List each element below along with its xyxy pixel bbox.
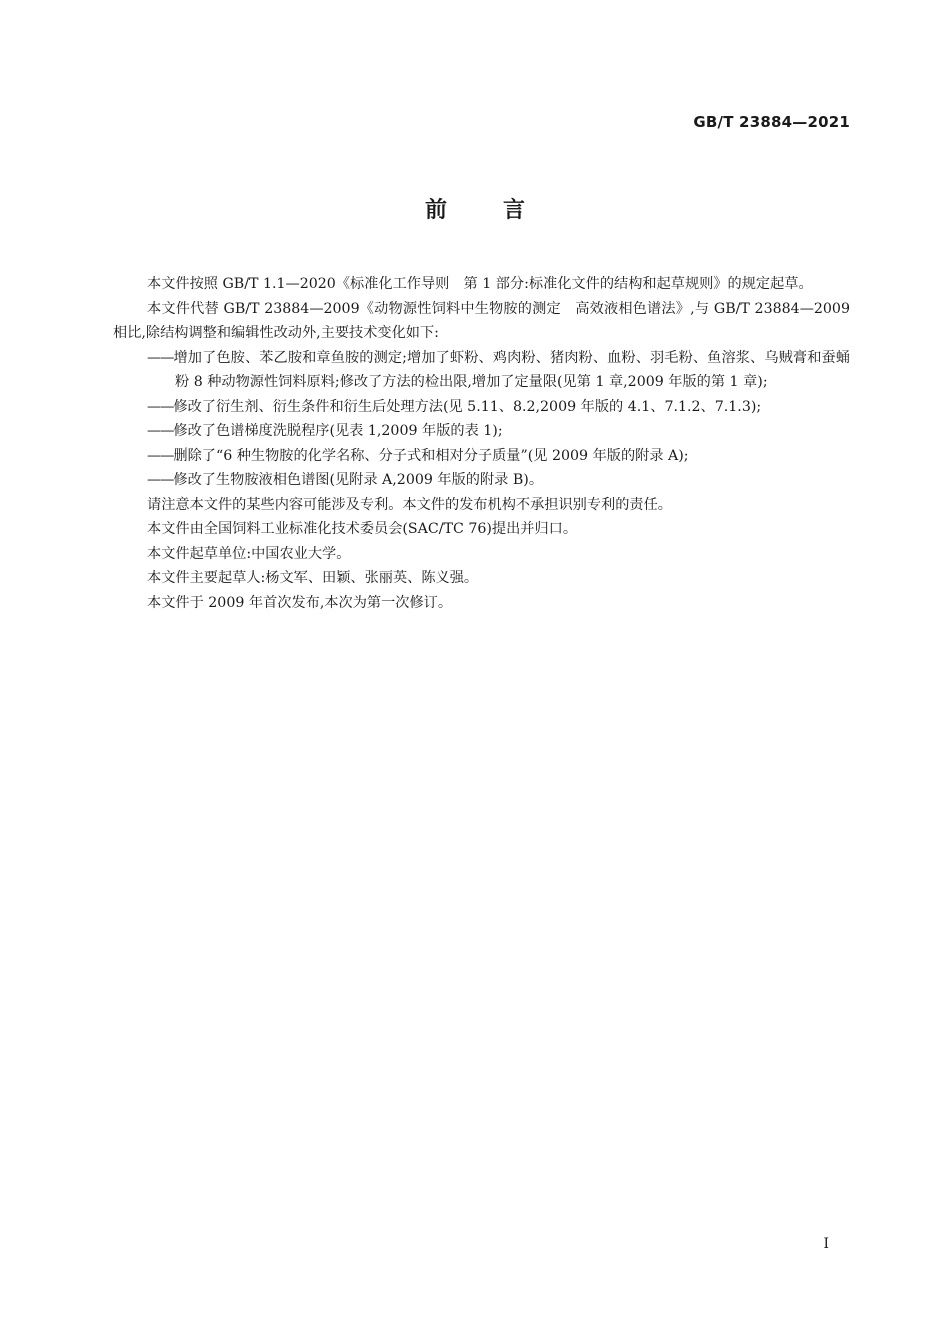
dash-marker: —— (147, 423, 174, 439)
paragraph-history: 本文件于 2009 年首次发布,本次为第一次修订。 (147, 594, 453, 611)
paragraph-drafting-unit: 本文件起草单位:中国农业大学。 (147, 545, 351, 562)
list-item-text: 增加了色胺、苯乙胺和章鱼胺的测定;增加了虾粉、鸡肉粉、猪肉粉、血粉、羽毛粉、鱼溶浆、乌贼膏和蚕蛹粉 8 种动物源性饲料原料;修改了方法的检出限,增加了定量限(见第 1 章,2009 年版的第 1 章); (173, 349, 850, 390)
list-item-text: 修改了衍生剂、衍生条件和衍生后处理方法(见 5.11、8.2,2009 年版的 4.1、7.1.2、7.1.3); (173, 398, 762, 415)
title-char-2: 言 (503, 198, 526, 223)
list-item-text: 修改了色谱梯度洗脱程序(见表 1,2009 年版的表 1); (173, 423, 503, 439)
page-number: I (823, 1236, 829, 1252)
list-item (113, 444, 850, 469)
list-item (113, 419, 850, 444)
paragraph-replacement: 本文件代替 GB/T 23884—2009《动物源性饲料中生物胺的测定 高效液相色谱法》,与 GB/T 23884—2009 相比,除结构调整和编辑性改动外,主要技术变化如下: (113, 300, 850, 341)
list-item-text: 修改了生物胺液相色谱图(见附录 A,2009 年版的附录 B)。 (173, 472, 544, 488)
dash-marker: —— (147, 472, 174, 488)
dash-marker: —— (147, 349, 174, 366)
paragraph-patent-notice: 请注意本文件的某些内容可能涉及专利。本文件的发布机构不承担识别专利的责任。 (147, 496, 672, 513)
title-char-1: 前 (424, 198, 447, 223)
paragraph-drafting-rules: 本文件按照 GB/T 1.1—2020《标准化工作导则 第 1 部分:标准化文件的结构和起草规则》的规定起草。 (147, 276, 813, 292)
dash-marker: —— (147, 398, 174, 415)
paragraph-proposer: 本文件由全国饲料工业标准化技术委员会(SAC/TC 76)提出并归口。 (147, 521, 578, 537)
list-item-text: 删除了“6 种生物胺的化学名称、分子式和相对分子质量”(见 2009 年版的附录 A); (173, 447, 689, 464)
list-item (113, 468, 850, 493)
list-item (113, 346, 850, 395)
standard-code: GB/T 23884—2021 (693, 113, 850, 131)
list-item (113, 395, 850, 420)
dash-marker: —— (147, 447, 174, 464)
paragraph-drafters: 本文件主要起草人:杨文军、田颖、张丽英、陈义强。 (147, 570, 479, 586)
foreword-body (113, 272, 850, 615)
page-title (0, 193, 950, 224)
